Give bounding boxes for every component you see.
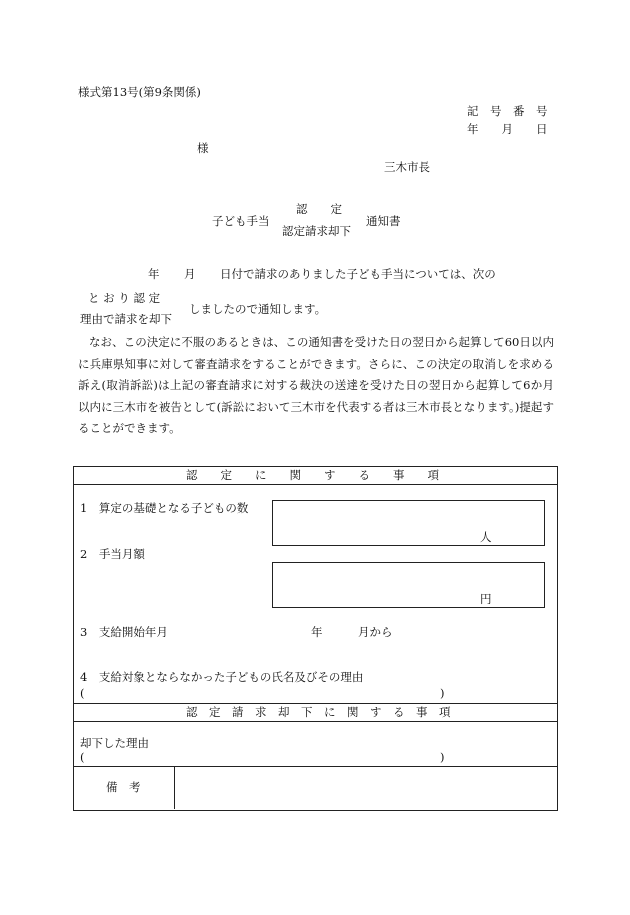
item4-paren-open: ( [80, 686, 85, 700]
title-option-rejection: 認定請求却下 [282, 224, 351, 238]
record-number: 記 号 番 号 [467, 104, 548, 118]
title-prefix: 子ども手当 [212, 214, 270, 228]
issue-date: 年 月 日 [467, 122, 548, 136]
section1-divider [73, 484, 557, 485]
body-year: 年 [148, 267, 160, 281]
choice-approve: と お り 認 定 [88, 291, 161, 305]
item4-paren-close: ) [440, 686, 445, 700]
section1-header: 認 定 に 関 す る 事 項 [186, 468, 439, 482]
body-line1-text: 日付で請求のありました子ども手当については、次の [220, 267, 496, 281]
form-number: 様式第13号(第9条関係) [78, 85, 201, 99]
reason-paren-close: ) [440, 750, 445, 764]
title-suffix: 通知書 [366, 214, 401, 228]
section2-divider [73, 721, 557, 722]
item3-year: 年 [311, 625, 323, 639]
appeal-notice: なお、この決定に不服のあるときは、この通知書を受けた日の翌日から起算して60日以内に兵庫県知事に対して審査請求をすることができます。さらに、この決定の取消しを求める訴え(取消訴訟)は上記の審査請求に対する裁決の送達を受けた日の翌日から起算して6か月以内に三木市を被告として(訴訟において三木市を代表する者は三木市長となります。)提起することができます。 [78, 335, 554, 435]
item2-unit: 円 [480, 592, 492, 606]
title-option-approval: 認 定 [296, 202, 342, 216]
item1-label: 1 算定の基礎となる子どもの数 [80, 501, 249, 515]
section2-top-divider [73, 703, 557, 704]
addressee-suffix: 様 [197, 141, 209, 155]
section2-header: 認 定 請 求 却 下 に 関 す る 事 項 [186, 705, 451, 719]
item2-label: 2 手当月額 [80, 547, 145, 561]
item3-month: 月から [358, 625, 393, 639]
body-month: 月 [184, 267, 196, 281]
reason-paren-open: ( [80, 750, 85, 764]
choice-reject: 理由で請求を却下 [80, 312, 172, 326]
reason-label: 却下した理由 [80, 736, 149, 750]
monthly-amount-field [272, 562, 545, 608]
remarks-divider [73, 766, 557, 767]
item1-unit: 人 [480, 530, 492, 544]
body-line2-text: しましたので通知します。 [189, 302, 327, 316]
item3-label: 3 支給開始年月 [80, 625, 168, 639]
issuer-name: 三木市長 [384, 160, 430, 174]
remarks-label: 備 考 [106, 780, 141, 794]
remarks-column-divider [174, 766, 175, 809]
item4-label: 4 支給対象とならなかった子どもの氏名及びその理由 [80, 670, 364, 684]
children-count-field [272, 500, 545, 546]
